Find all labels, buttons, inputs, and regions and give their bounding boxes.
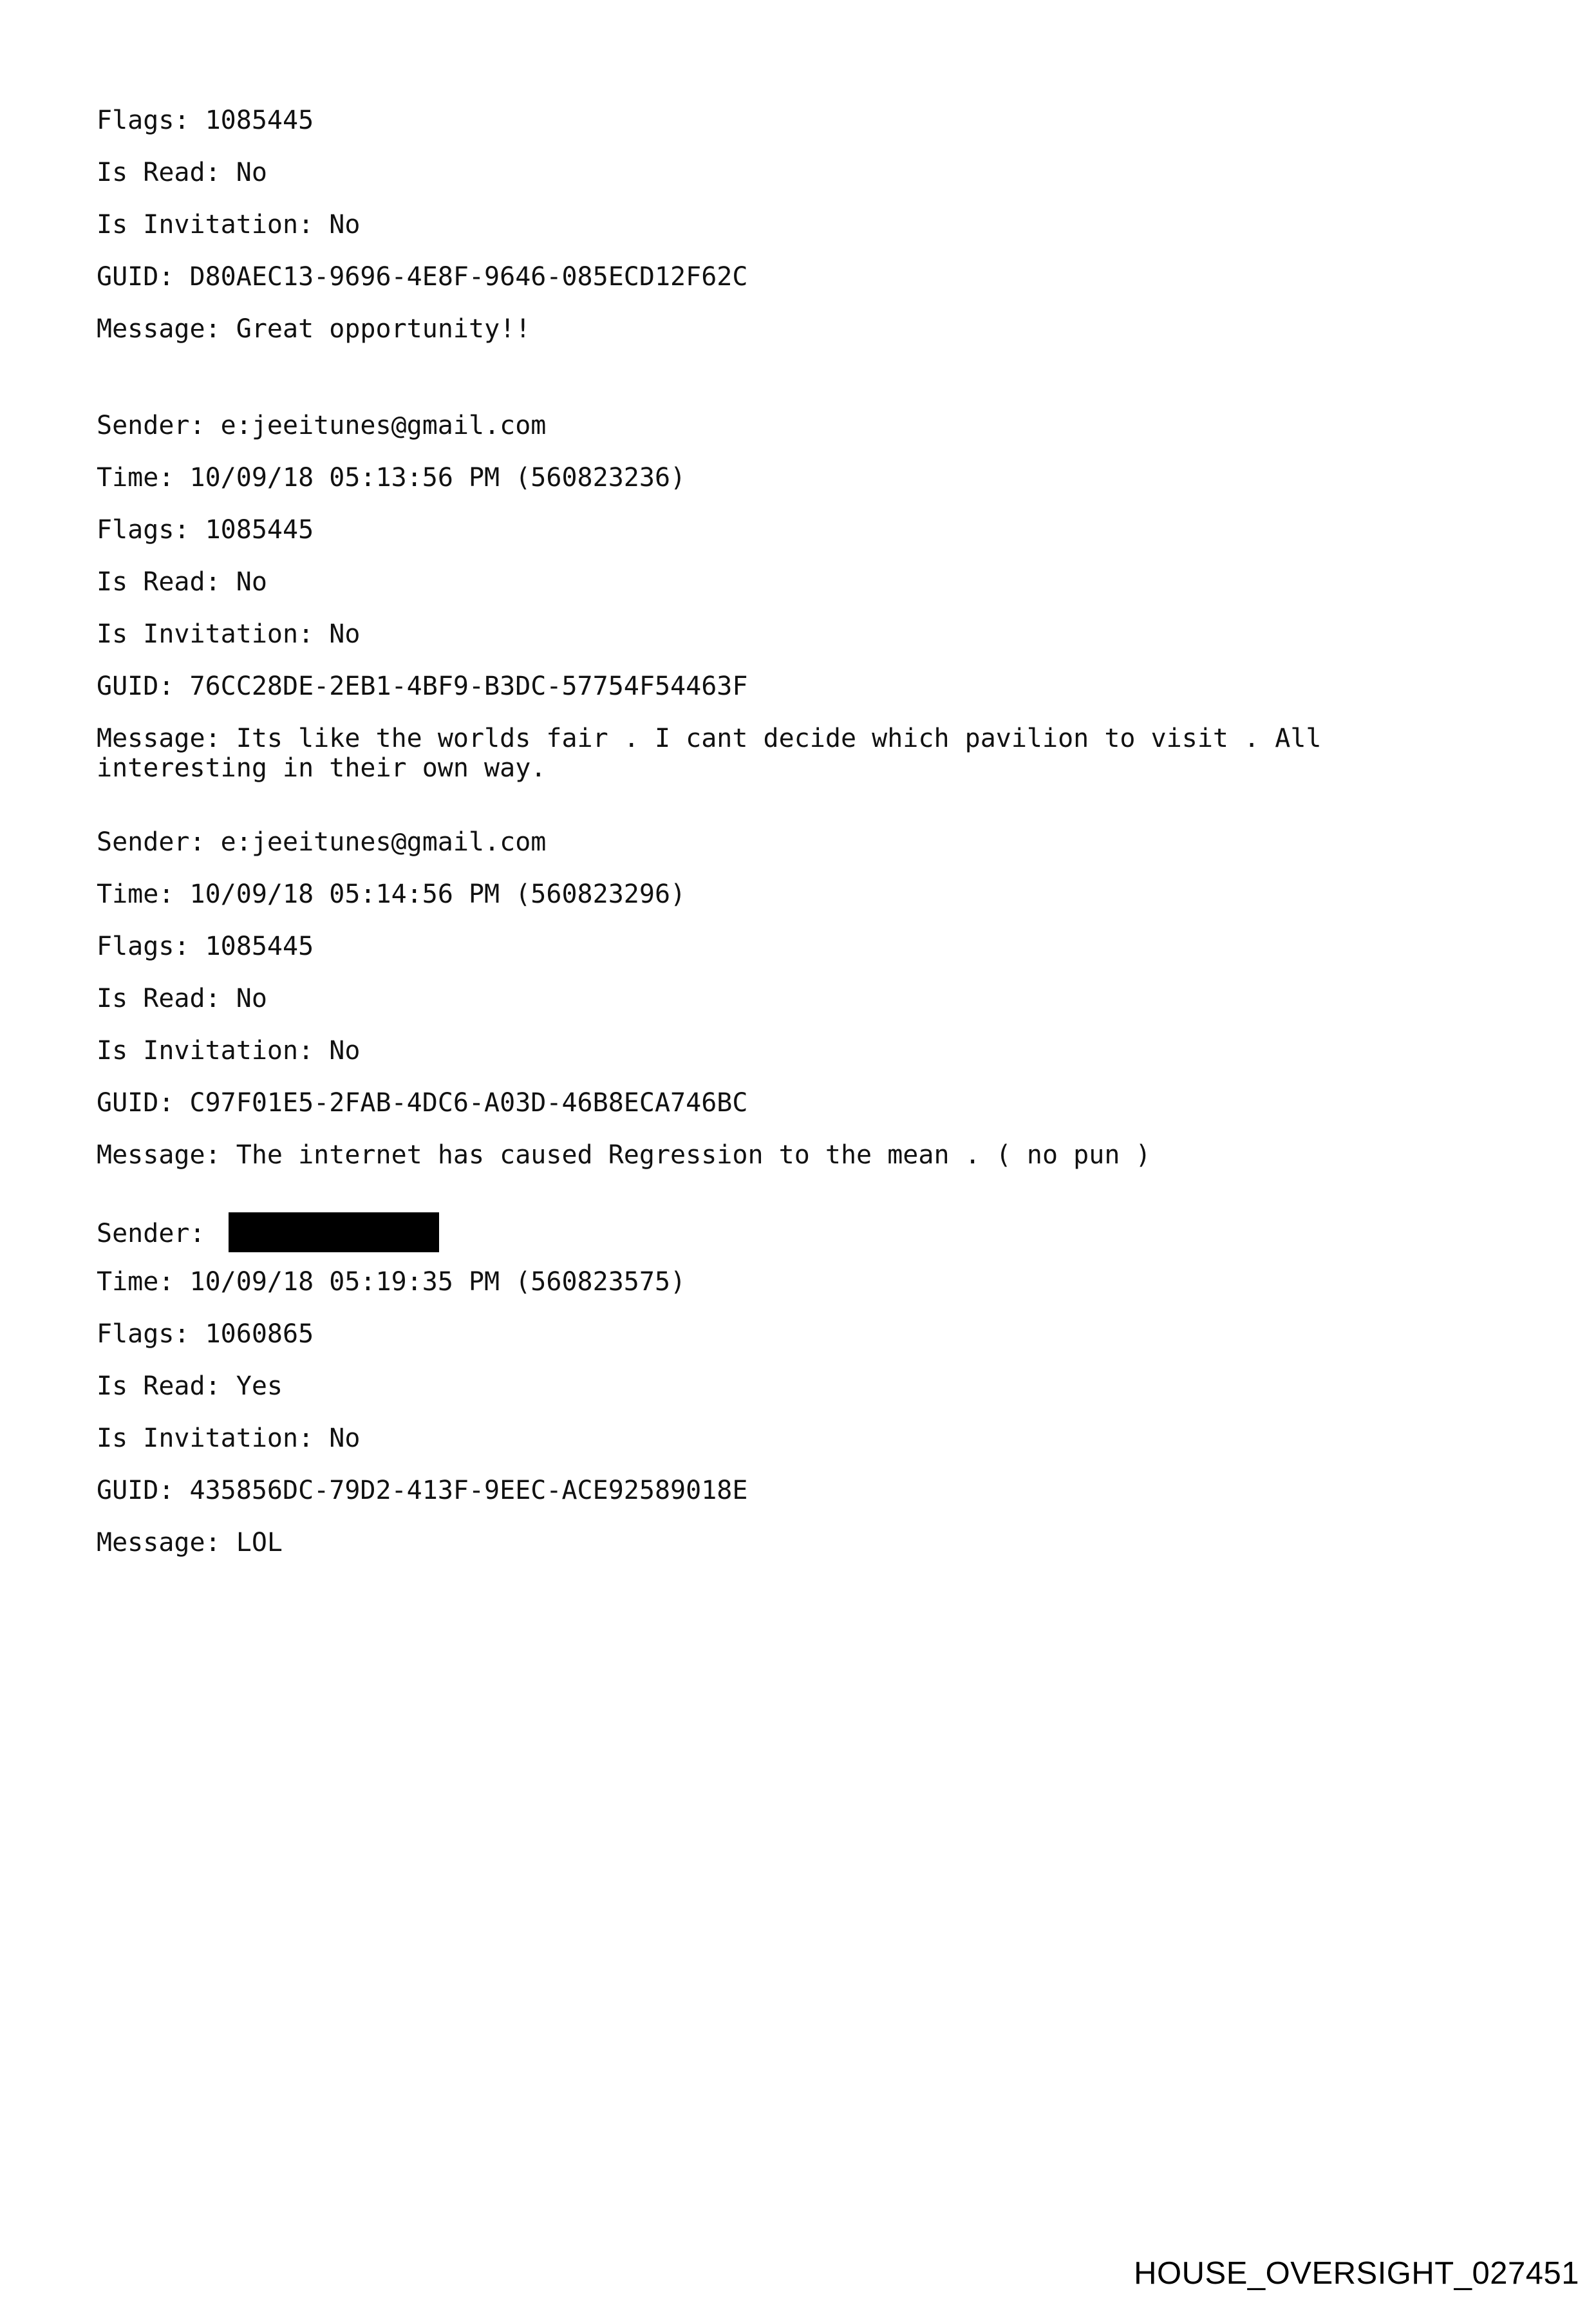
time-line [97, 1267, 1513, 1297]
flags-value: 1085445 [205, 932, 314, 961]
sender-line [97, 411, 1513, 440]
is-read-label: Is Read: [97, 158, 236, 187]
is-invitation-line [97, 1036, 1513, 1066]
flags-label: Flags: [97, 932, 205, 961]
message-value: Its like the worlds fair . I cant decide which pavilion to visit . All [236, 724, 1322, 753]
is-read-line [97, 567, 1513, 597]
guid-value: C97F01E5-2FAB-4DC6-A03D-46B8ECA746BC [189, 1088, 748, 1118]
guid-label: GUID: [97, 1088, 190, 1118]
is-read-line [97, 158, 1513, 187]
message-value: Great opportunity!! [236, 314, 531, 344]
is-invitation-line [97, 1424, 1513, 1453]
flags-label: Flags: [97, 515, 205, 545]
flags-value: 1085445 [205, 515, 314, 545]
is-invitation-label: Is Invitation: [97, 210, 330, 240]
record-separator [97, 1192, 1513, 1215]
time-value: 10/09/18 05:14:56 PM (560823296) [189, 879, 686, 909]
is-invitation-value: No [329, 210, 361, 240]
message-line [97, 1528, 1513, 1557]
message-label: Message: [97, 724, 236, 753]
sender-value: e:jeeitunes@gmail.com [220, 411, 547, 440]
is-invitation-value: No [329, 1424, 361, 1453]
message-value: LOL [236, 1528, 283, 1557]
flags-label: Flags: [97, 1319, 205, 1349]
is-invitation-label: Is Invitation: [97, 1424, 330, 1453]
is-read-value: No [236, 567, 267, 597]
flags-value: 1060865 [205, 1319, 314, 1349]
guid-line [97, 1088, 1513, 1118]
guid-value: 435856DC-79D2-413F-9EEC-ACE92589018E [189, 1476, 748, 1505]
guid-label: GUID: [97, 262, 190, 292]
flags-line [97, 932, 1513, 961]
record-separator [97, 366, 1513, 411]
is-invitation-value: No [329, 619, 361, 649]
sender-line [97, 827, 1513, 857]
message-value: The internet has caused Regression to the mean . ( no pun ) [236, 1140, 1151, 1170]
is-invitation-line [97, 619, 1513, 649]
is-read-line [97, 1371, 1513, 1401]
flags-value: 1085445 [205, 106, 314, 135]
redaction-box [229, 1212, 439, 1252]
is-invitation-value: No [329, 1036, 361, 1066]
message-line [97, 314, 1513, 344]
guid-line [97, 672, 1513, 701]
flags-line [97, 106, 1513, 135]
sender-value: e:jeeitunes@gmail.com [220, 827, 547, 857]
guid-value: 76CC28DE-2EB1-4BF9-B3DC-57754F54463F [189, 672, 748, 701]
time-value: 10/09/18 05:19:35 PM (560823575) [189, 1267, 686, 1297]
is-read-label: Is Read: [97, 984, 236, 1013]
is-read-label: Is Read: [97, 1371, 236, 1401]
bates-number: HOUSE_OVERSIGHT_027451 [1134, 2256, 1579, 2291]
guid-line [97, 1476, 1513, 1505]
guid-line [97, 262, 1513, 292]
is-read-value: No [236, 984, 267, 1013]
is-read-line [97, 984, 1513, 1013]
message-continuation: interesting in their own way. [97, 753, 547, 783]
sender-line [97, 1215, 1513, 1248]
message-continuation-line [97, 753, 1513, 783]
time-label: Time: [97, 463, 190, 493]
record-separator [97, 783, 1513, 827]
is-read-label: Is Read: [97, 567, 236, 597]
message-line [97, 724, 1513, 753]
guid-label: GUID: [97, 1476, 190, 1505]
is-invitation-line [97, 210, 1513, 240]
message-label: Message: [97, 314, 236, 344]
time-line [97, 879, 1513, 909]
is-read-value: Yes [236, 1371, 283, 1401]
message-line [97, 1140, 1513, 1170]
time-line [97, 463, 1513, 493]
time-value: 10/09/18 05:13:56 PM (560823236) [189, 463, 686, 493]
time-label: Time: [97, 879, 190, 909]
is-invitation-label: Is Invitation: [97, 619, 330, 649]
flags-line [97, 1319, 1513, 1349]
flags-label: Flags: [97, 106, 205, 135]
sender-label: Sender: [97, 1219, 221, 1248]
flags-line [97, 515, 1513, 545]
is-read-value: No [236, 158, 267, 187]
guid-label: GUID: [97, 672, 190, 701]
message-log [97, 106, 1513, 1580]
sender-label: Sender: [97, 827, 221, 857]
message-label: Message: [97, 1140, 236, 1170]
message-label: Message: [97, 1528, 236, 1557]
guid-value: D80AEC13-9696-4E8F-9646-085ECD12F62C [189, 262, 748, 292]
is-invitation-label: Is Invitation: [97, 1036, 330, 1066]
time-label: Time: [97, 1267, 190, 1297]
sender-label: Sender: [97, 411, 221, 440]
